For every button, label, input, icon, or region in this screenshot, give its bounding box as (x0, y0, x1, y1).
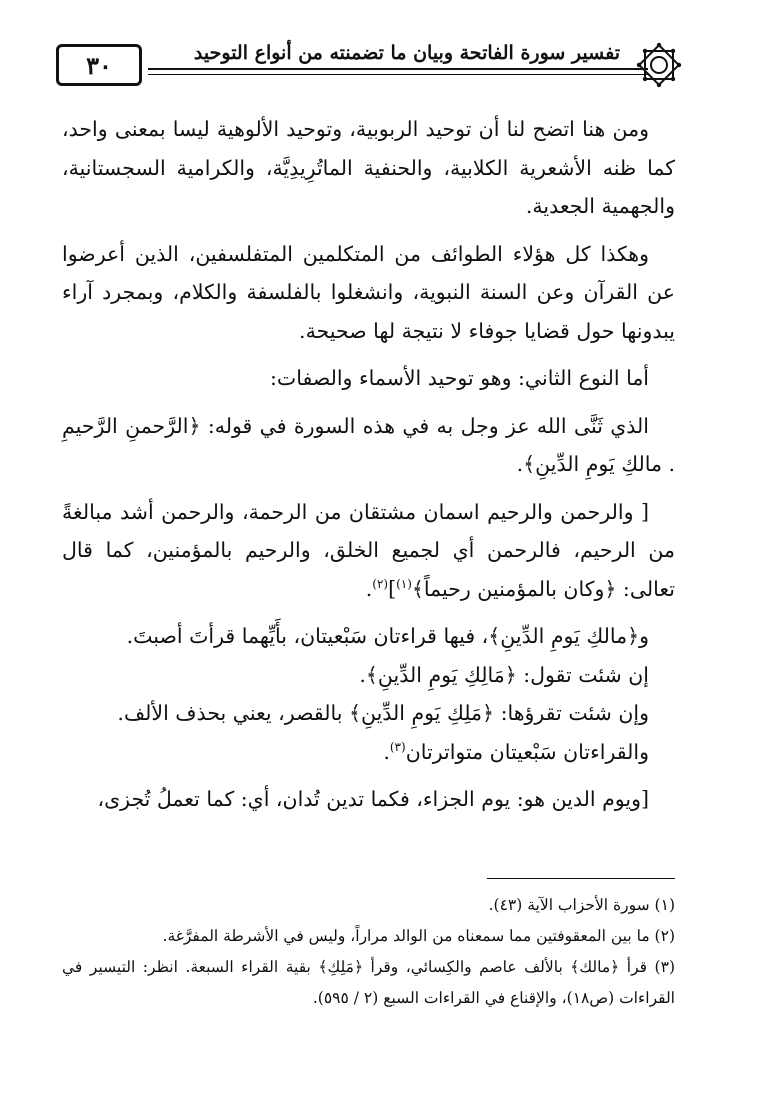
paragraph: و﴿مالكِ يَومِ الدِّينِ﴾، فيها قراءتان سَبْعيتان، بأَيِّهما قرأتَ أصبتَ. (126, 624, 649, 648)
paragraph (62, 733, 675, 772)
main-text (62, 110, 675, 828)
footnote-separator (487, 878, 675, 879)
bracket: ] (388, 576, 397, 601)
paragraph: أما النوع الثاني: وهو توحيد الأسماء والصفات: (270, 366, 649, 390)
paragraph: وهكذا كل هؤلاء الطوائف من المتكلمين المتفلسفين، الذين أعرضوا عن القرآن وعن السنة النبوية، وانشغلوا بالفلسفة والكلام، وبمجرد آراء يبدونها حول قضايا جوفاء لا نتيجة لها صحيحة. (62, 241, 675, 343)
paragraph (62, 493, 675, 609)
paragraph: الذي ثَنَّى الله عز وجل به في هذه السورة في قوله: ﴿الرَّحمنِ الرَّحيمِ . مالكِ يَومِ الدِّينِ﴾. (62, 413, 675, 476)
paragraph: [ويوم الدين هو: يوم الجزاء، فكما تدين تُدان، أي: كما تعملُ تُجزى، (97, 787, 649, 811)
period: . (383, 739, 390, 764)
paragraph-text: [ والرحمن والرحيم اسمان مشتقان من الرحمة، والرحمن أشد مبالغةً من الرحيم، فالرحمن أي لجميع الخلق، والرحيم بالمؤمنين، كما قال تعالى: ﴿وكان بالمؤمنين رحيماً﴾ (62, 499, 675, 601)
eight-point-star-ornament-icon (634, 40, 684, 90)
page-number: ٣٠ (56, 44, 142, 86)
header-rule (148, 68, 648, 75)
footnote-ref: (٣) (389, 739, 406, 754)
running-title: تفسير سورة الفاتحة وبيان ما تضمنته من أنواع التوحيد (193, 42, 620, 64)
footnote: (٣) قرأ ﴿مالك﴾ بالألف عاصم والكِسائي، وقرأ ﴿مَلِكِ﴾ بقية القراء السبعة. انظر: التيسير في القراءات (ص١٨)، والإقناع في القراءات السبع (٢ / ٥٩٥). (62, 958, 675, 1007)
paragraph-text: والقراءتان سَبْعيتان متواترتان (405, 739, 649, 764)
footnote: (١) سورة الأحزاب الآية (٤٣). (488, 896, 675, 914)
footnote-ref: (١) (396, 576, 412, 591)
paragraph: وإن شئت تقرؤها: ﴿مَلِكِ يَومِ الدِّينِ﴾ بالقصر، يعني بحذف الألف. (117, 701, 649, 725)
page-header (58, 38, 708, 84)
footnotes (62, 890, 675, 1014)
footnote-ref: (٢) (372, 576, 389, 591)
paragraph: إن شئت تقول: ﴿مَالِكِ يَومِ الدِّينِ﴾. (359, 662, 649, 687)
footnote: (٢) ما بين المعقوفتين مما سمعناه من الوالد مراراً، وليس في الأشرطة المفرَّغة. (162, 927, 675, 945)
period: . (365, 576, 373, 601)
paragraph: ومن هنا اتضح لنا أن توحيد الربوبية، وتوحيد الألوهية ليسا بمعنى واحد، كما ظنه الأشعرية الكلابية، والحنفية الماتُرِيدِيَّة، والكرامية السجستانية، والجهمية الجعدية. (62, 117, 675, 218)
